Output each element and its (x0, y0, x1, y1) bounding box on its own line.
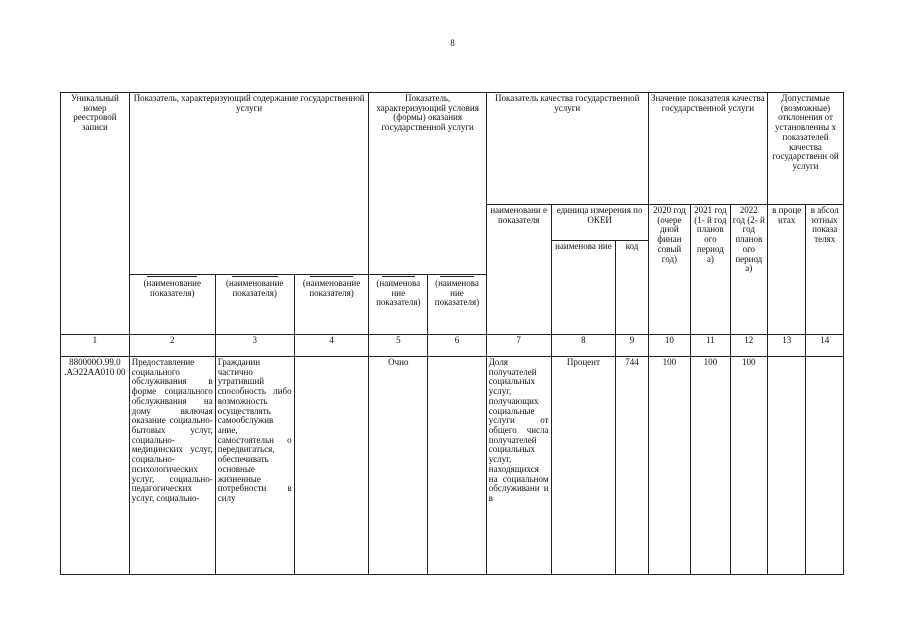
unit-name-cell: Процент (551, 357, 616, 575)
value-2021-cell: 100 (691, 357, 730, 575)
header-okei-unit: единица измерения по ОКЕИ (551, 205, 648, 241)
column-number: 2 (129, 335, 215, 357)
content-indicator-cell: Гражданин частично утративший способность либо возможность осуществлять самообслужив ание, самостоятельн о передвигаться, обеспечивать основные жизненные потребности в силу (215, 357, 294, 575)
column-number: 14 (806, 335, 844, 357)
content-sub-3: (наименование показателя) (294, 275, 369, 335)
value-2022-cell: 100 (730, 357, 767, 575)
content-sub-1: (наименование показателя) (129, 275, 215, 335)
blank-line (147, 276, 197, 277)
column-number: 6 (428, 335, 487, 357)
blank-line (440, 276, 473, 277)
column-number: 5 (369, 335, 428, 357)
header-year-2022: 2022 год (2- й год планов ого период а) (730, 205, 767, 335)
column-number: 11 (691, 335, 730, 357)
header-year-2021: 2021 год (1- й год планов ого период а) (691, 205, 730, 335)
deviation-percent-cell (768, 357, 806, 575)
header-registry-number: Уникальный номер реестровой записи (61, 93, 130, 335)
header-deviation-absolute: в абсол ютных показа телях (806, 205, 844, 335)
header-allowed-deviations: Допустимые (возможные) отклонения от установленны х показателей качества государственн ой услуги (768, 93, 844, 205)
header-indicator-name: наименовани е показателя (486, 205, 551, 335)
condition-sub-2: (наименова ние показателя) (428, 275, 487, 335)
condition-indicator-cell: Очно (369, 357, 428, 575)
header-content-indicator: Показатель, характеризующий содержание государственной услуги (129, 93, 369, 275)
column-number: 13 (768, 335, 806, 357)
condition-indicator-cell (428, 357, 487, 575)
table-row (61, 357, 844, 575)
column-number: 10 (648, 335, 690, 357)
blank-line (382, 276, 415, 277)
blank-line (232, 276, 278, 277)
column-number-row (61, 335, 844, 357)
content-indicator-cell (294, 357, 369, 575)
header-okei-name: наименова ние (551, 241, 616, 335)
column-number: 12 (730, 335, 767, 357)
column-number: 8 (551, 335, 616, 357)
unit-code-cell: 744 (616, 357, 648, 575)
column-number: 4 (294, 335, 369, 357)
column-number: 7 (486, 335, 551, 357)
header-indicator-values: Значение показателя качества государственной услуги (648, 93, 767, 205)
column-number: 1 (61, 335, 130, 357)
header-quality-indicator: Показатель качества государственной услуги (486, 93, 648, 205)
content-indicator-cell: Предоставление социального обслуживания в форме социального обслуживания на дому включая оказание социально- бытовых услуг, социально- медицинских услуг, социально- психологических услуг, социально- педагогических услуг, социально- (129, 357, 215, 575)
condition-sub-1: (наименова ние показателя) (369, 275, 428, 335)
header-year-2020: 2020 год (очере дной финан совый год) (648, 205, 690, 335)
column-number: 3 (215, 335, 294, 357)
value-2020-cell: 100 (648, 357, 690, 575)
blank-line (310, 276, 353, 277)
deviation-absolute-cell (806, 357, 844, 575)
registry-number-cell: 880000О.99.0 .АЭ22АА010 00 (61, 357, 130, 575)
content-sub-2: (наименование показателя) (215, 275, 294, 335)
page-number: 8 (450, 38, 455, 48)
header-okei-code: код (616, 241, 648, 335)
header-condition-indicator: Показатель, характеризующий условия (формы) оказания государственной услуги (369, 93, 486, 275)
column-number: 9 (616, 335, 648, 357)
quality-indicator-name-cell: Доля получателей социальных услуг, получающих социальные услуги от общего числа получателей социальных услуг, находящихся на социальном обслуживани и в (486, 357, 551, 575)
header-deviation-percent: в проце нтах (768, 205, 806, 335)
quality-indicators-table (60, 92, 844, 575)
